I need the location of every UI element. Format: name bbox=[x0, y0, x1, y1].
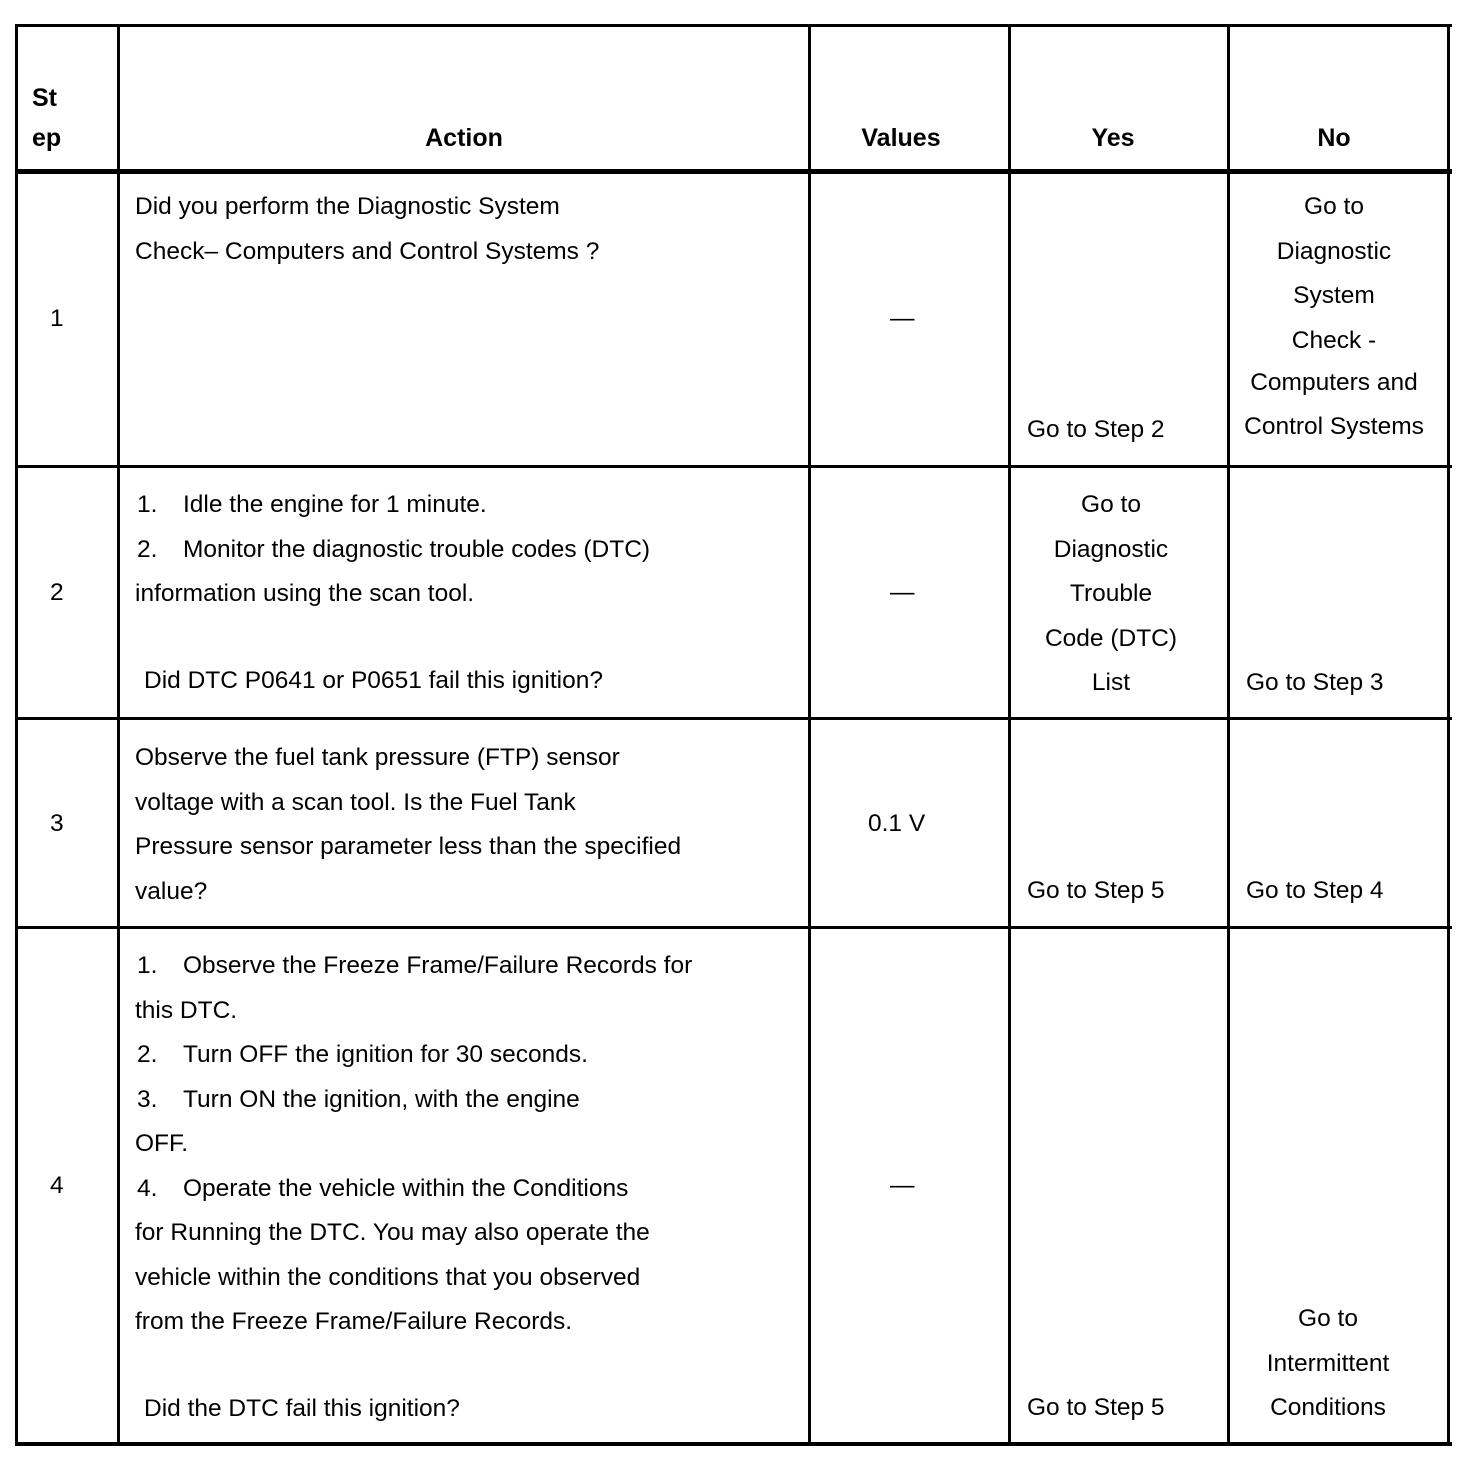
no-line: Go to bbox=[1304, 193, 1364, 220]
no-line: Conditions bbox=[1270, 1394, 1386, 1421]
action-line: Observe the fuel tank pressure (FTP) sensor bbox=[135, 744, 620, 771]
no-line: Intermittent bbox=[1266, 1349, 1390, 1377]
action-line: vehicle within the conditions that you observed bbox=[135, 1263, 641, 1291]
grid-line bbox=[1227, 24, 1230, 1446]
no-line: System bbox=[1293, 282, 1375, 309]
step-number: 3 bbox=[50, 810, 64, 837]
action-line: Did you perform the Diagnostic System bbox=[135, 193, 560, 220]
header-action: Action bbox=[425, 124, 503, 152]
grid-line bbox=[15, 926, 1452, 929]
yes-line: Diagnostic bbox=[1053, 535, 1169, 563]
no-line: Diagnostic bbox=[1276, 237, 1392, 265]
list-text: Monitor the diagnostic trouble codes (DTC) bbox=[183, 535, 651, 563]
action-line: OFF. bbox=[135, 1130, 189, 1157]
list-text: Operate the vehicle within the Conditions bbox=[183, 1174, 629, 1202]
yes-line: List bbox=[1091, 669, 1131, 696]
action-line: Pressure sensor parameter less than the specified bbox=[135, 833, 682, 860]
grid-line bbox=[15, 169, 1452, 174]
action-cell bbox=[135, 483, 805, 703]
grid-line bbox=[808, 24, 811, 1446]
action-line: value? bbox=[135, 877, 208, 905]
yes-cell: Go to Step 2 bbox=[1027, 416, 1165, 443]
list-number: 1. bbox=[137, 491, 158, 518]
action-line: Check– Computers and Control Systems ? bbox=[135, 237, 600, 265]
yes-line: Code (DTC) bbox=[1044, 624, 1178, 652]
list-number: 4. bbox=[137, 1174, 158, 1202]
grid-line bbox=[15, 717, 1452, 720]
header-values: Values bbox=[861, 124, 941, 152]
list-text: Idle the engine for 1 minute. bbox=[183, 491, 487, 518]
grid-line bbox=[15, 24, 18, 1446]
list-item bbox=[135, 1167, 805, 1212]
yes-cell: Go to Step 5 bbox=[1027, 877, 1165, 904]
action-question: Did DTC P0641 or P0651 fail this ignition? bbox=[144, 666, 603, 694]
action-line: this DTC. bbox=[135, 996, 238, 1024]
no-cell: Go to Step 4 bbox=[1246, 877, 1384, 904]
list-text: Turn ON the ignition, with the engine bbox=[183, 1085, 580, 1113]
action-cell bbox=[135, 185, 805, 274]
no-line: Computers and bbox=[1250, 368, 1418, 396]
list-text: Observe the Freeze Frame/Failure Records for bbox=[183, 952, 693, 979]
yes-cell: Go to Step 5 bbox=[1027, 1394, 1165, 1421]
step-number: 2 bbox=[50, 579, 64, 606]
action-line: voltage with a scan tool. Is the Fuel Tank bbox=[135, 788, 576, 816]
action-question: Did the DTC fail this ignition? bbox=[144, 1394, 460, 1422]
no-cell bbox=[1232, 185, 1436, 450]
header-step bbox=[32, 78, 112, 158]
value-cell: — bbox=[890, 1172, 915, 1199]
list-number: 3. bbox=[137, 1085, 158, 1113]
header-yes: Yes bbox=[1091, 124, 1135, 152]
value-cell: — bbox=[890, 579, 915, 606]
list-item bbox=[135, 1033, 805, 1078]
no-cell bbox=[1230, 1297, 1426, 1431]
yes-line: Trouble bbox=[1069, 580, 1153, 607]
action-line: information using the scan tool. bbox=[135, 580, 475, 607]
grid-line bbox=[15, 1442, 1452, 1446]
list-item bbox=[135, 528, 805, 573]
grid-line bbox=[15, 465, 1452, 468]
step-number: 1 bbox=[50, 305, 64, 332]
no-line: Go to bbox=[1298, 1305, 1358, 1332]
grid-line bbox=[117, 24, 120, 1446]
yes-cell bbox=[1011, 483, 1211, 706]
yes-line: Go to bbox=[1081, 491, 1141, 518]
list-item bbox=[135, 1078, 805, 1123]
header-step-line: St bbox=[32, 84, 57, 112]
no-line: Check - bbox=[1291, 326, 1377, 354]
step-number: 4 bbox=[50, 1172, 64, 1199]
action-line: from the Freeze Frame/Failure Records. bbox=[135, 1308, 573, 1335]
action-cell bbox=[135, 736, 805, 914]
action-line: for Running the DTC. You may also operate the bbox=[135, 1219, 650, 1246]
value-cell: 0.1 V bbox=[868, 810, 926, 837]
list-item bbox=[135, 483, 805, 528]
list-number: 2. bbox=[137, 1041, 158, 1068]
list-number: 2. bbox=[137, 535, 158, 563]
action-cell bbox=[135, 944, 805, 1431]
list-text: Turn OFF the ignition for 30 seconds. bbox=[183, 1041, 588, 1068]
list-number: 1. bbox=[137, 952, 158, 979]
grid-line bbox=[15, 24, 1452, 27]
header-step-line: ep bbox=[32, 124, 62, 152]
value-cell: — bbox=[890, 305, 915, 332]
header-no: No bbox=[1317, 124, 1351, 152]
grid-line bbox=[1447, 24, 1450, 1446]
no-cell: Go to Step 3 bbox=[1246, 669, 1384, 696]
list-item bbox=[135, 944, 805, 989]
no-line: Control Systems bbox=[1244, 413, 1424, 440]
grid-line bbox=[1008, 24, 1011, 1446]
